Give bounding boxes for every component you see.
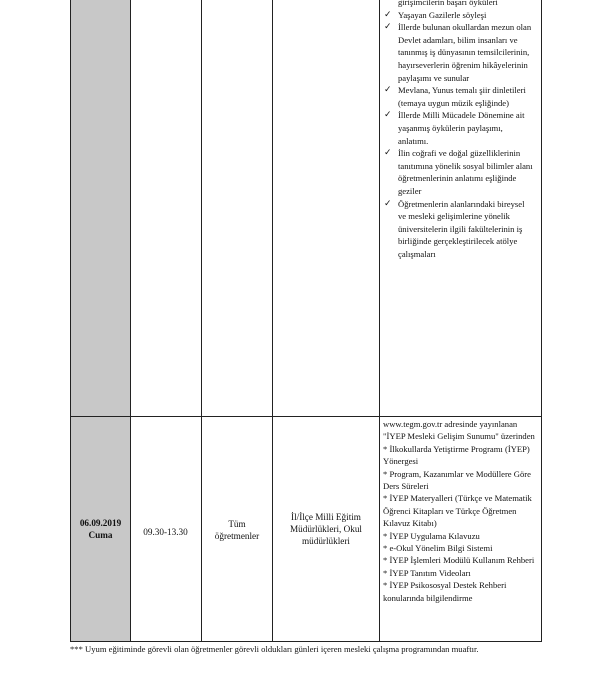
participants-cell: Tüm öğretmenler [214, 519, 260, 541]
responsible-cell: İl/İlçe Milli Eğitim Müdürlükleri, Okul müdürlükleri [290, 512, 362, 546]
column-divider [201, 0, 202, 642]
list-item [382, 109, 534, 147]
activity-text: Yaşayan Gazilerle söyleşi [398, 9, 487, 20]
column-divider [130, 0, 131, 642]
activity-text: girişimcilerin başarı öyküleri [398, 0, 498, 7]
footnote: *** Uyum eğitiminde görevli olan öğretmenler görevli oldukları günleri içeren mesleki çalışma programından muaftır. [70, 644, 479, 654]
table-bottom-border [71, 641, 541, 642]
list-item [382, 198, 534, 261]
check-icon: ✓ [384, 22, 392, 33]
activity-line: * İlkokullarda Yetiştirme Programı (İYEP) Yönergesi [383, 443, 530, 467]
check-icon: ✓ [384, 9, 392, 20]
list-item [382, 21, 534, 84]
check-icon: ✓ [384, 198, 392, 209]
check-icon: ✓ [384, 110, 392, 121]
column-divider [379, 0, 380, 642]
activity-text: İlin coğrafi ve doğal güzelliklerinin tanıtımına yönelik sosyal bilimler alanı öğretmenlerinin anlatımı eşliğinde geziler [398, 148, 533, 196]
list-item [382, 9, 534, 22]
activity-line: * İYEP İşlemleri Modülü Kullanım Rehberi [383, 555, 535, 566]
column-divider [272, 0, 273, 642]
date-column-shade [71, 0, 130, 642]
time-cell: 09.30-13.30 [143, 527, 188, 537]
activity-line: * İYEP Materyalleri (Türkçe ve Matematik Öğrenci Kitapları ve Türkçe Öğretmen Kılavuz Kitabı) [383, 493, 532, 529]
check-icon: ✓ [384, 148, 392, 159]
day-text: Cuma [88, 530, 113, 540]
activity-line: * İYEP Psikososyal Destek Rehberi konularında bilgilendirme [383, 580, 507, 603]
list-item [382, 147, 534, 197]
activity-list-top [382, 0, 534, 260]
list-item [382, 0, 534, 9]
activity-line: * e-Okul Yönelim Bilgi Sistemi [383, 543, 493, 554]
date-text: 06.09.2019 [79, 518, 122, 528]
activity-text: İllerde Milli Mücadele Döneminе ait yaşanmış öykülerin paylaşımı, anlatımı. [398, 110, 525, 146]
activity-text: Mevlana, Yunus temalı şiir dinletileri (temaya uygun müzik eşliğinde) [398, 85, 526, 108]
activity-line: * İYEP Uygulama Kılavuzu [383, 530, 480, 541]
list-item [382, 84, 534, 109]
activity-list-bottom [383, 418, 537, 604]
activity-text: Öğretmenlerin alanlarındaki bireysel ve mesleki gelişimlerine yönelik üniversitelerin ilgili fakültelerinin iş birliğinde gerçekleştirilecek atölye çalışmaları [398, 198, 525, 259]
check-icon: ✓ [384, 85, 392, 96]
activity-line: www.tegm.gov.tr adresinde yayınlanan "İYEP Mesleki Gelişim Sunumu" üzerinden [383, 419, 535, 442]
date-cell [71, 517, 130, 541]
row-divider [71, 416, 541, 417]
activity-line: * Program, Kazanımlar ve Modüllere Göre Ders Süreleri [383, 468, 531, 492]
activity-text: İllerde bulunan okullardan mezun olan Devlet adamları, bilim insanları ve tanınmış iş dünyasının temsilcilerinin, hayırseverlerin öğrenim hikâyelerinin paylaşımı ve sunular [398, 22, 532, 83]
activity-line: * İYEP Tanıtım Videoları [383, 567, 471, 578]
